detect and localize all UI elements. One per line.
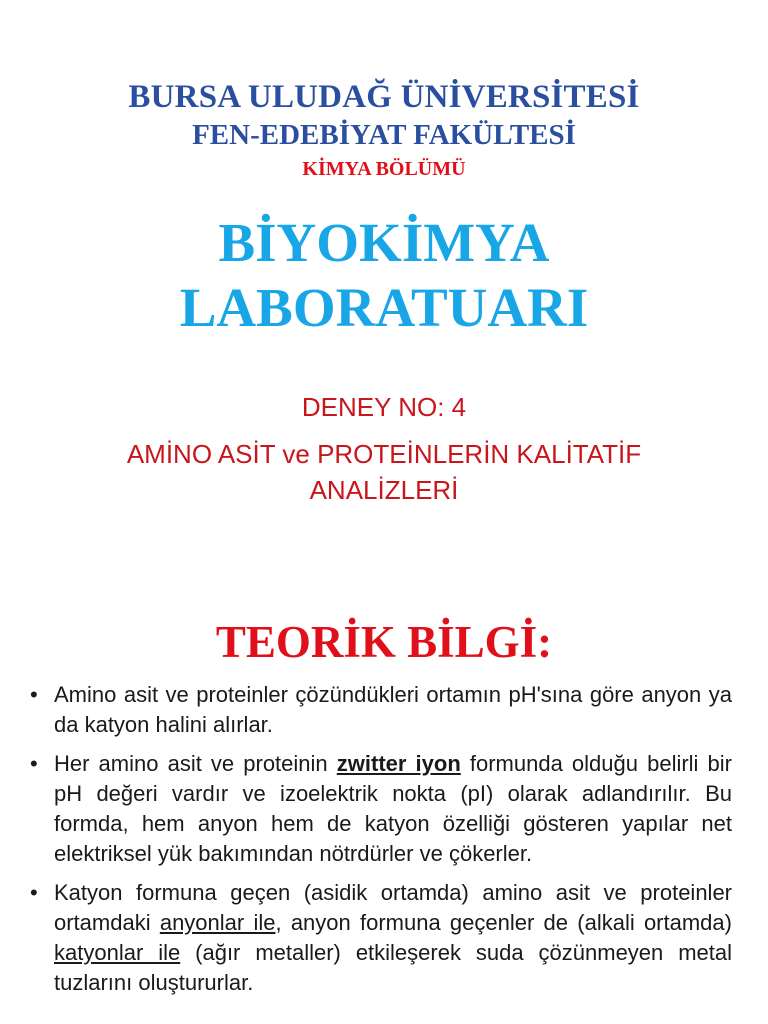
experiment-title-line1: AMİNO ASİT ve PROTEİNLERİN KALİTATİF <box>126 439 642 469</box>
bullet-text-part1: Katyon formuna geçen (asidik ortamda) amino asit ve proteinler ortamdaki <box>54 880 732 935</box>
bullet-list <box>30 680 732 1007</box>
bullet-text-after: formunda olduğu belirli bir pH değeri vardır ve izoelektrik nokta (pI) olarak adlandırılır. Bu formda, hem anyon hem de katyon özelliği gösteren yapılar net elektriksel yük bakımından nötrdürler ve çökerler. <box>54 751 733 866</box>
experiment-title-line2: ANALİZLERİ <box>309 475 459 505</box>
bullet-dot-icon: • <box>30 751 38 776</box>
bullet-text-part2: , anyon formuna geçenler de (alkali ortamda) <box>275 910 732 935</box>
bullet-dot-icon: • <box>30 880 38 905</box>
underlined-term-cations: katyonlar ile <box>54 940 181 965</box>
faculty-name: FEN-EDEBİYAT FAKÜLTESİ <box>192 119 576 151</box>
department-name: KİMYA BÖLÜMÜ <box>302 158 466 180</box>
list-item <box>30 680 732 740</box>
page-title-line1: BİYOKİMYA <box>218 212 550 273</box>
underlined-term-anions: anyonlar ile <box>159 910 276 935</box>
bullet-text: Amino asit ve proteinler çözündükleri ortamın pH'sına göre anyon ya da katyon halini alırlar. <box>54 682 732 737</box>
list-item <box>30 749 732 869</box>
bullet-text-before: Her amino asit ve proteinin <box>54 751 337 776</box>
list-item <box>30 878 732 998</box>
emphasis-term: zwitter iyon <box>336 751 461 776</box>
section-heading: TEORİK BİLGİ: <box>215 617 553 667</box>
experiment-number: DENEY NO: 4 <box>301 392 467 422</box>
bullet-dot-icon: • <box>30 682 38 707</box>
bullet-text-part3: (ağır metaller) etkileşerek suda çözünmeyen metal tuzlarını oluştururlar. <box>54 940 732 995</box>
page-title-line2: LABORATUARI <box>179 277 589 338</box>
university-name: BURSA ULUDAĞ ÜNİVERSİTESİ <box>128 79 640 115</box>
